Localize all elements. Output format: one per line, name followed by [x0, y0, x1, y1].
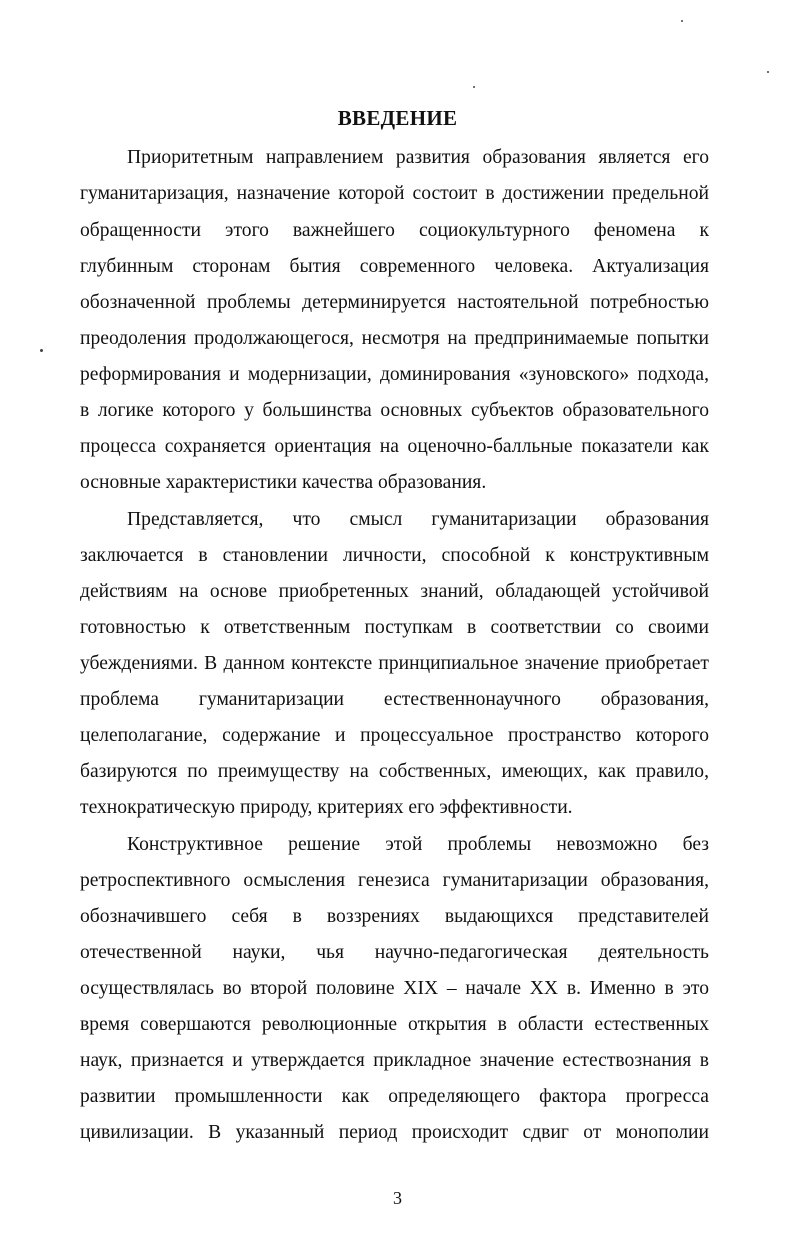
text-line: наук, признается и утверждается прикладное значение естествознания в	[80, 1050, 709, 1071]
text-line: проблема гуманитаризации естественнонаучного образования,	[80, 689, 709, 710]
text-line: обозначенной проблемы детерминируется настоятельной потребностью	[80, 292, 709, 313]
text-line: реформирования и модернизации, доминирования «зуновского» подхода,	[80, 364, 709, 385]
text-line: основные характеристики качества образования.	[80, 472, 487, 493]
text-line: отечественной науки, чья научно-педагогическая деятельность	[80, 942, 709, 963]
text-line: время совершаются революционные открытия в области естественных	[80, 1014, 709, 1035]
text-line: в логике которого у большинства основных субъектов образовательного	[80, 400, 709, 421]
text-line: цивилизации. В указанный период происходит сдвиг от монополии	[80, 1122, 709, 1143]
text-line: готовностью к ответственным поступкам в соответствии со своими	[80, 617, 709, 638]
section-heading: ВВЕДЕНИЕ	[337, 106, 458, 130]
text-line: осуществлялась во второй половине XIX – начале XX в. Именно в это	[80, 978, 709, 999]
text-line: заключается в становлении личности, способной к конструктивным	[80, 545, 709, 566]
text-line: базируются по преимуществу на собственных, имеющих, как правило,	[80, 761, 709, 782]
scan-speck	[767, 71, 769, 73]
scan-speck	[681, 20, 683, 22]
text-line: Конструктивное решение этой проблемы невозможно без	[127, 834, 709, 855]
text-line: обозначившего себя в воззрениях выдающихся представителей	[80, 906, 709, 927]
text-line: обращенности этого важнейшего социокультурного феномена к	[80, 220, 709, 241]
text-line: убеждениями. В данном контексте принципиальное значение приобретает	[80, 653, 709, 674]
scan-speck	[473, 86, 475, 88]
scan-speck	[40, 349, 43, 352]
text-line: гуманитаризация, назначение которой состоит в достижении предельной	[80, 183, 709, 204]
page-number: 3	[393, 1188, 402, 1208]
text-line: преодоления продолжающегося, несмотря на предпринимаемые попытки	[80, 328, 709, 349]
text-line: Представляется, что смысл гуманитаризации образования	[127, 509, 709, 530]
text-line: процесса сохраняется ориентация на оценочно-балльные показатели как	[80, 436, 709, 457]
text-line: технократическую природу, критериях его эффективности.	[80, 797, 573, 818]
text-line: целеполагание, содержание и процессуальное пространство которого	[80, 725, 709, 746]
text-line: Приоритетным направлением развития образования является его	[127, 147, 709, 168]
text-line: действиям на основе приобретенных знаний, обладающей устойчивой	[80, 581, 709, 602]
text-line: глубинным сторонам бытия современного человека. Актуализация	[80, 256, 709, 277]
text-line: развитии промышленности как определяющего фактора прогресса	[80, 1086, 709, 1107]
text-line: ретроспективного осмысления генезиса гуманитаризации образования,	[80, 870, 709, 891]
